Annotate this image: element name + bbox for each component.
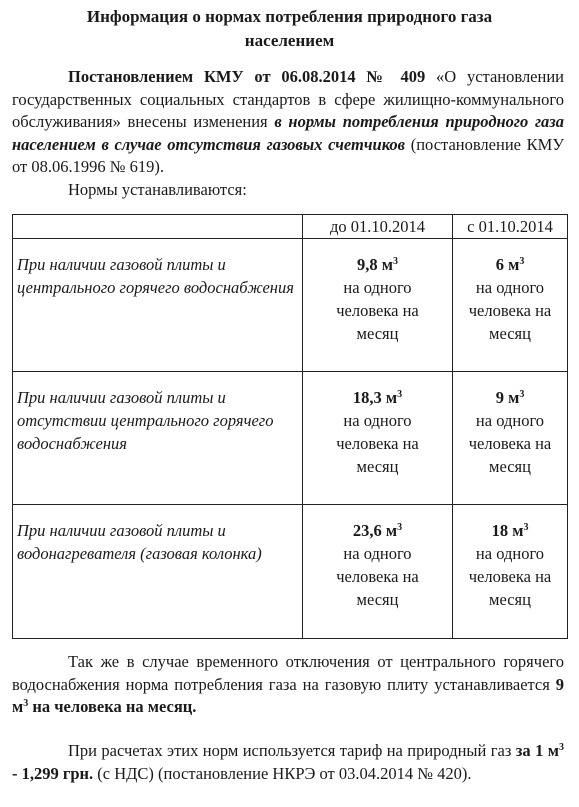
row-condition: При наличии газовой плиты и отсутствии центрального горячего водоснабжения: [13, 372, 303, 505]
row-condition: При наличии газовой плиты и центрального горячего водоснабжения: [13, 239, 303, 372]
value-unit: м: [512, 521, 524, 540]
row-condition: При наличии газовой плиты и водонагревателя (газовая колонка): [13, 505, 303, 639]
row-value-before: [303, 372, 453, 505]
note1-text: Так же в случае временного отключения от центрального горячего водоснабжения норма потребления газа на газовую плиту устанавливается: [12, 652, 564, 694]
per-line-1: на одного: [475, 411, 545, 430]
resolution-reference: Постановлением КМУ от 06.08.2014 № 409: [68, 67, 426, 86]
per-line-1: на одного: [343, 544, 412, 563]
table-header-row: [13, 215, 568, 239]
value-unit-power: 3: [393, 256, 398, 267]
norms-label: Нормы устанавливаются:: [68, 180, 247, 199]
value-number: 9: [495, 388, 504, 407]
note2-power: 3: [559, 742, 564, 753]
value-unit-power: 3: [523, 522, 529, 533]
per-line-1: на одного: [343, 278, 412, 297]
row-value-before: [303, 239, 453, 372]
value-unit: м: [508, 388, 520, 407]
row-value-after: [453, 372, 568, 505]
per-line-3: месяц: [356, 324, 399, 343]
header-before: до 01.10.2014: [303, 215, 453, 239]
value-number: 6: [495, 255, 504, 274]
intro-text-2: (постановление КМУ от 08.06.1996 № 619).: [12, 134, 564, 176]
row-value-before: [303, 505, 453, 639]
note2-text-1: При расчетах этих норм используется тариф на природный газ: [68, 741, 516, 760]
title-line-2: населением: [244, 31, 335, 50]
value-unit: м: [385, 521, 398, 540]
table-row: [13, 505, 568, 639]
per-line-1: на одного: [475, 278, 545, 297]
note-hot-water-disconnection: [12, 651, 564, 719]
per-line-3: месяц: [356, 457, 399, 476]
per-line-2: человека на: [468, 567, 552, 586]
per-line-2: человека на: [468, 434, 552, 453]
norms-table: [12, 214, 568, 639]
value-unit-power: 3: [397, 522, 403, 533]
per-line-3: месяц: [489, 457, 531, 476]
value-unit-power: 3: [519, 256, 525, 267]
intro-paragraph: [12, 66, 564, 179]
value-unit-power: 3: [397, 389, 403, 400]
per-line-1: на одного: [475, 544, 545, 563]
value-number: 23,6: [352, 521, 382, 540]
per-line-3: месяц: [356, 590, 399, 609]
note1-power: 3: [23, 698, 29, 709]
per-line-3: месяц: [489, 324, 531, 343]
page-title: [0, 5, 579, 53]
table-row: [13, 372, 568, 505]
intro-text-1: «О установлении государственных социальных стандартов в сфере жилищно-коммунального обслуживания» внесены изменения: [12, 67, 564, 131]
row-value-after: [453, 505, 568, 639]
value-unit-power: 3: [519, 389, 525, 400]
per-line-2: человека на: [336, 301, 419, 320]
table-row: [13, 239, 568, 372]
row-value-after: [453, 239, 568, 372]
note1-tail: на человека на месяц.: [28, 697, 197, 716]
note-tariff: [12, 740, 564, 785]
per-line-3: месяц: [489, 590, 531, 609]
per-line-2: человека на: [336, 434, 419, 453]
per-line-1: на одного: [343, 411, 412, 430]
header-condition: [13, 215, 303, 239]
note2-text-2: (с НДС) (постановление НКРЭ от 03.04.2014 № 420).: [93, 763, 472, 783]
value-unit: м: [385, 388, 398, 407]
note2-tariff-value: - 1,299 грн.: [12, 763, 94, 783]
per-line-2: человека на: [336, 567, 419, 586]
title-line-1: Информация о нормах потребления природного газа: [86, 7, 493, 26]
value-unit: м: [381, 255, 393, 274]
value-number: 9,8: [357, 255, 378, 274]
value-unit: м: [508, 255, 520, 274]
intro-emphasis: в нормы потребления природного газа населением в случае отсутствия газовых счетчиков: [12, 112, 564, 154]
note1-value: 9 м: [12, 674, 564, 716]
value-number: 18,3: [352, 388, 382, 407]
value-number: 18: [491, 521, 509, 540]
note2-prefix: за 1 м: [515, 741, 559, 760]
per-line-2: человека на: [468, 301, 552, 320]
header-after: с 01.10.2014: [453, 215, 568, 239]
